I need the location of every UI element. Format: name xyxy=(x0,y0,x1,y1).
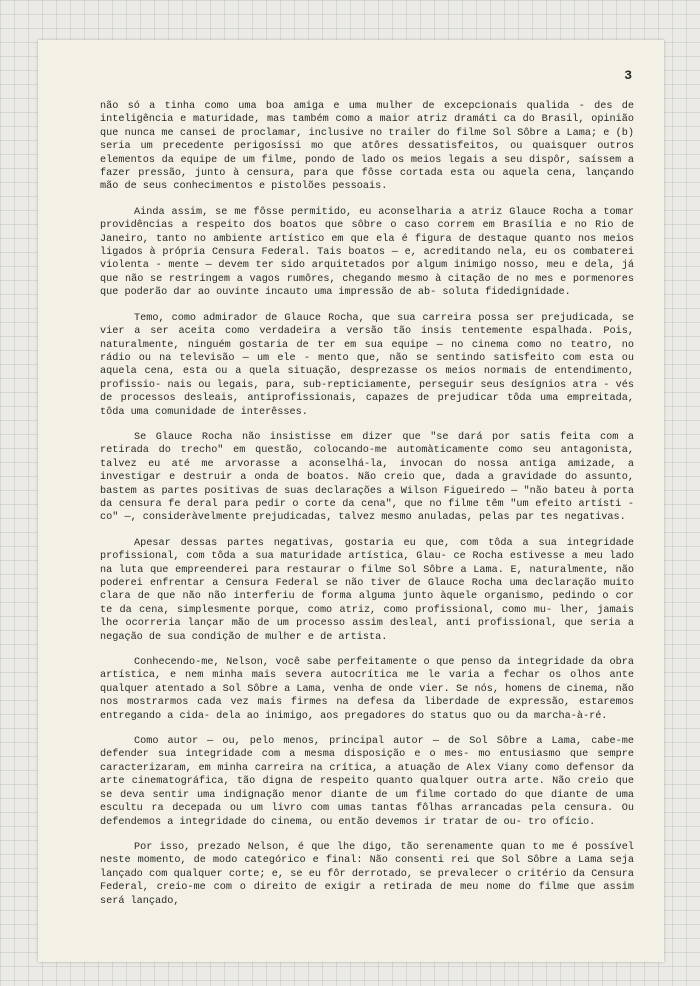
paragraph-4: Se Glauce Rocha não insistisse em dizer que "se dará por satis feita com a retirada do trecho" em questão, colocando-me automàticamente como seu antagonista, talvez eu até me arvorasse a aconselhá-la, invocan do nossa antiga amizade, a investigar e destruir a onda de boatos. Não creio que, dada a gravidade do assunto, bastem as partes positivas de suas declarações a Wilson Figueiredo — "não bateu à porta da censura fe deral para pedir o corte da cena", que no filme têm "um efeito artísti - co" —, consideràvelmente prejudicadas, talvez mesmo anuladas, pelas par tes negativas. xyxy=(100,431,634,524)
paragraph-7: Como autor — ou, pelo menos, principal autor — de Sol Sôbre a Lama, cabe-me defender sua integridade com a mesma disposição e o mes- mo entusiasmo que sempre caracterizaram, em minha carreira na crítica, a atuação de Alex Viany como defensor da arte cinematográfica, tão digna de respeito quanto qualquer outra arte. Não creio que se deva sentir uma indignação menor diante de um filme cortado do que diante de uma escultu ra decepada ou um livro com umas tantas fôlhas arrancadas pela censura. Ou defendemos a integridade do cinema, ou então devemos ir tratar de ou- tro ofício. xyxy=(100,736,634,828)
paragraph-1: não só a tinha como uma boa amiga e uma mulher de excepcionais qualida - des de inteligência e maturidade, mas também como a maior atriz dramáti ca do Brasil, opinião que nunca me cansei de proclamar, inclusive no trailer do filme Sol Sôbre a Lama; e (b) seria um precedente perigosíssi mo que atôres dessatisfeitos, ou quaisquer outros elementos da equipe de um filme, pondo de lado os meios legais a seu dispôr, saíssem a fazer pressão, junto à censura, para que fôsse cortada esta ou aquela cena, lançando mão de seus conhecimentos e pistolões pessoais. xyxy=(100,101,634,193)
typewritten-page xyxy=(38,40,664,962)
paragraph-8: Por isso, prezado Nelson, é que lhe digo, tão serenamente quan to me é possível neste momento, de modo categórico e final: Não consenti rei que Sol Sôbre a Lama seja lançado com qualquer corte; e, se eu fôr derrotado, se prevalecer o critério da Censura Federal, creio-me com o direito de exigir a retirada de meu nome do filme que assim será lançado, xyxy=(100,841,634,907)
page-number: 3 xyxy=(624,68,632,83)
paragraph-2: Ainda assim, se me fôsse permitido, eu aconselharia a atriz Glauce Rocha a tomar providências a respeito dos boatos que sôbre o caso correm em Brasília e no Rio de Janeiro, tanto no ambiente artístico em que ela é figura de destaque quanto nos meios ligados à própria Censura Federal. Tais boatos — e, acreditando nela, eu os combaterei violenta - mente — devem ter sido arquitetados por algum inimigo nosso, meu e dela, já que não se restringem a vagos rumôres, chegando mesmo à citação de no mes e pormenores que poderão dar ao ouvinte incauto uma impressão de ab- soluta fidedignidade. xyxy=(100,206,634,299)
paragraph-3: Temo, como admirador de Glauce Rocha, que sua carreira possa ser prejudicada, se vier a ser aceita como verdadeira a versão tão insis tentemente espalhada. Pois, naturalmente, ninguém gostaria de ter em sua equipe — no cinema como no teatro, no rádio ou na televisão — um ele - mento que, não se sentindo satisfeito com esta ou aquela cena, esta ou a quela situação, desprezasse os meios normais de entendimento, profissio- nais ou legais, para, sub-repticiamente, perseguir seus desígnios atra - vés de processos desleais, antiprofissionais, capazes de prejudicar tôda uma empreitada, tôda uma comunidade de interêsses. xyxy=(100,312,634,418)
paragraph-5: Apesar dessas partes negativas, gostaria eu que, com tôda a sua integridade profissional, com tôda a sua maturidade artística, Glau- ce Rocha estivesse a meu lado na luta que empreenderei para restaurar o filme Sol Sôbre a Lama. E, naturalmente, não poderei enfrentar a Censura Federal se não tiver de Glauce Rocha uma declaração muito clara de que não não interferiu de forma alguma junto àquele organismo, pedindo o cor te da cena, simplesmente porque, como atriz, como profissional, como mu- lher, jamais lhe ocorreria lançar mão de um processo assim desleal, anti profissional, que seria a negação de sua condição de mulher e de artista. xyxy=(100,537,634,643)
paragraph-6: Conhecendo-me, Nelson, você sabe perfeitamente o que penso da integridade da obra artística, e nem minha mais severa autocrítica me le varia a fechar os olhos ante qualquer atentado a Sol Sôbre a Lama, venha de onde vier. Se nós, homens de cinema, não nos mostrarmos cada vez mais firmes na defesa da liberdade de expressão, estaremos entregando a cida- dela ao inimigo, aos pregadores do status quo ou da marcha-à-ré. xyxy=(100,657,634,722)
